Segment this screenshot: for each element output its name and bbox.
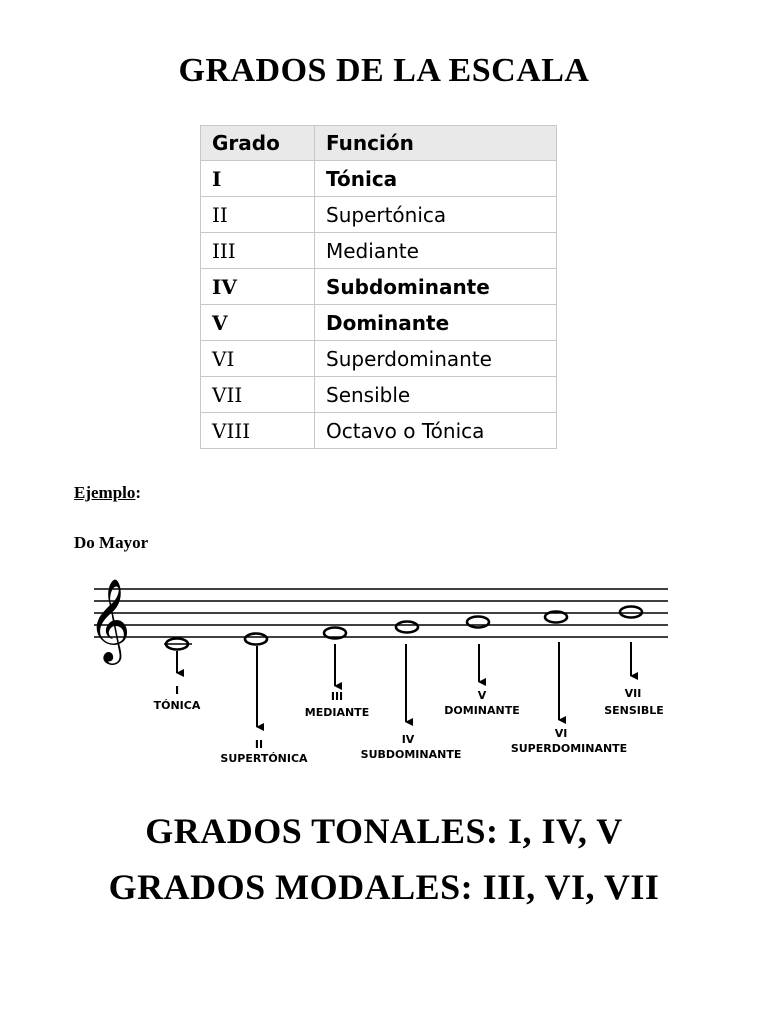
grados-table (200, 125, 557, 449)
example-colon: : (135, 483, 142, 502)
label-vii-name: SENSIBLE (604, 704, 664, 717)
label-i-name: TÓNICA (153, 699, 201, 712)
grado-cell: V (201, 305, 315, 341)
grado-cell: III (201, 233, 315, 269)
label-ii-name: SUPERTÓNICA (220, 752, 308, 765)
grado-cell: VII (201, 377, 315, 413)
staff-lines (94, 589, 668, 637)
label-vii-numeral: VII (624, 687, 642, 700)
label-ii-numeral: II (254, 738, 264, 751)
table-row (201, 197, 557, 233)
grado-cell: VIII (201, 413, 315, 449)
label-i-numeral: I (174, 684, 180, 697)
example-heading (74, 483, 141, 503)
label-v-name: DOMINANTE (444, 704, 520, 717)
arrows (174, 642, 631, 727)
example-key: Do Mayor (74, 533, 149, 552)
label-vi-name: SUPERDOMINANTE (510, 742, 628, 755)
treble-clef-icon: 𝄞 (88, 577, 131, 661)
label-iii-name: MEDIANTE (304, 706, 370, 719)
note-re (245, 634, 267, 645)
funcion-cell: Supertónica (315, 197, 557, 233)
funcion-cell: Dominante (315, 305, 557, 341)
table-row (201, 305, 557, 341)
funcion-cell: Octavo o Tónica (315, 413, 557, 449)
page-title: GRADOS DE LA ESCALA (178, 52, 590, 89)
grado-cell: I (201, 161, 315, 197)
table-row (201, 233, 557, 269)
header-grado: Grado (201, 126, 315, 161)
degree-labels (154, 684, 664, 765)
header-funcion: Función (315, 126, 557, 161)
label-iv-name: SUBDOMINANTE (360, 748, 462, 761)
table-row (201, 269, 557, 305)
table-row (201, 377, 557, 413)
funcion-cell: Subdominante (315, 269, 557, 305)
funcion-cell: Tónica (315, 161, 557, 197)
note-si (620, 607, 642, 618)
label-iii-numeral: III (330, 690, 344, 703)
table-header-row (201, 126, 557, 161)
grados-tonales: GRADOS TONALES: I, IV, V (145, 811, 623, 851)
grado-cell: IV (201, 269, 315, 305)
label-iv-numeral: IV (401, 733, 415, 746)
note-fa (396, 622, 418, 633)
example-label: Ejemplo (74, 483, 136, 502)
funcion-cell: Mediante (315, 233, 557, 269)
funcion-cell: Superdominante (315, 341, 557, 377)
table-row (201, 413, 557, 449)
table-row (201, 161, 557, 197)
funcion-cell: Sensible (315, 377, 557, 413)
grados-modales: GRADOS MODALES: III, VI, VII (108, 867, 660, 907)
note-sol (467, 617, 489, 628)
music-staff (0, 560, 768, 770)
label-vi-numeral: VI (554, 727, 568, 740)
label-v-numeral: V (477, 689, 487, 702)
grado-cell: II (201, 197, 315, 233)
grado-cell: VI (201, 341, 315, 377)
table-row (201, 341, 557, 377)
